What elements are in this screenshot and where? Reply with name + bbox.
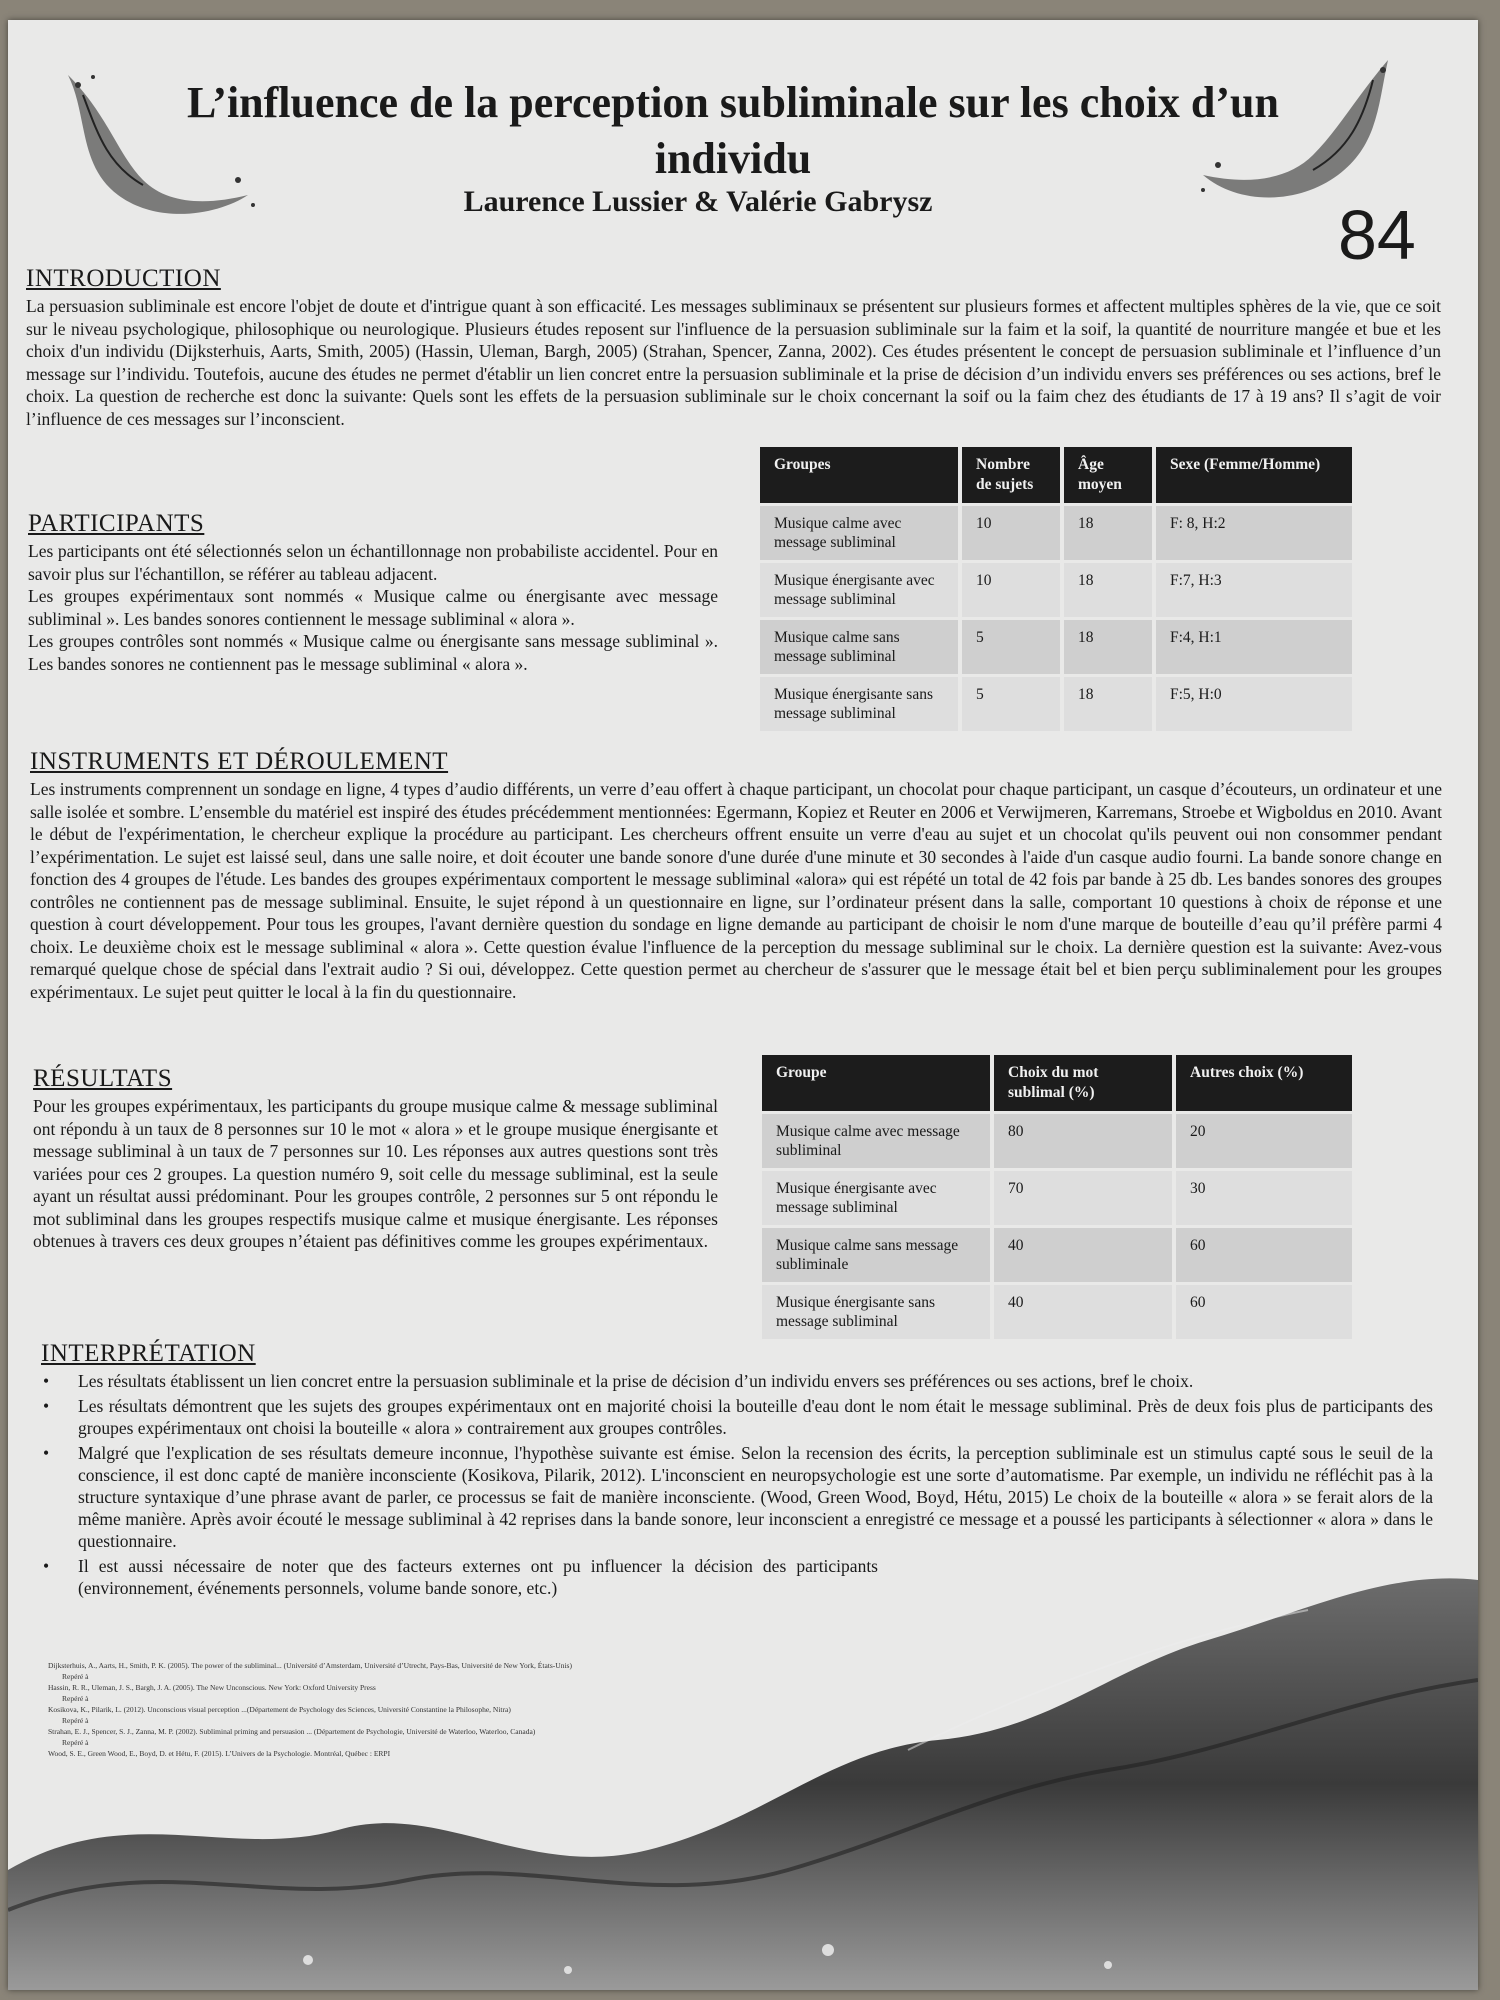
participants-table xyxy=(756,444,1356,734)
table-cell: 80 xyxy=(994,1114,1172,1168)
table-row xyxy=(762,1285,1352,1339)
reference-note: Repéré à xyxy=(62,1716,89,1725)
table-cell: Musique énergisante sans message subliminal xyxy=(762,1285,990,1339)
table-cell: 5 xyxy=(962,620,1060,674)
table-row xyxy=(762,1171,1352,1225)
introduction-heading: INTRODUCTION xyxy=(26,265,221,292)
poster-authors: Laurence Lussier & Valérie Gabrysz xyxy=(463,185,933,218)
poster-title: L’influence de la perception subliminale sur les choix d’un individu xyxy=(186,78,1279,183)
table-cell: F:5, H:0 xyxy=(1156,677,1352,731)
table-cell: 18 xyxy=(1064,677,1152,731)
poster xyxy=(8,20,1478,1990)
instruments-text: Les instruments comprennent un sondage en ligne, 4 types d’audio différents, un verre d’eau offert à chaque participant, un chocolat pour chaque participant, un casque d’écouteurs, un ordinateur et une salle isolée et sombre. L’ensemble du matériel est inspiré des études précédemment mentionnées: Egermann, Kopiez et Reuter en 2006 et Verwijmeren, Karremans, Stroebe et Wigboldus en 2010. Avant le début de l'expérimentation, le chercheur explique la procédure au participant. Les chercheurs offrent ensuite un verre d'eau au sujet et un chocolat qu'ils peuvent oui non consommer pendant l’expérimentation. Le sujet est laissé seul, dans une salle noire, et doit écouter une bande sonore d'une durée d'une minute et 30 secondes à l'aide d'un casque audio fourni. La bande sonore change en fonction des 4 groupes de l'étude. Les bandes des groupes expérimentaux comportent le message subliminal «alora» qui est répété un total de 42 fois par bande à 25 db. Les bandes sonores des groupes contrôles ne contiennent pas de message subliminal. Ensuite, le sujet répond à un questionnaire en ligne, sur l’ordinateur présent dans la salle, comportant 10 questions à choix de réponse et une question à court développement. Pour tous les groupes, l'avant dernière question du sondage en ligne demande au participant de choisir le nom d'une marque de bouteille d’eau qu’il préfère parmi 4 choix. Le deuxième choix est le message subliminal « alora ». Cette question évalue l'influence de la perception du message subliminal sur le choix. La dernière question est la suivante: Avez-vous remarqué quelque chose de spécial dans l'extrait audio ? Si oui, développez. Cette question permet au chercheur de s'assurer que le message était bel et bien perçu subliminalement pour les groupes expérimentaux. Le sujet peut quitter le local à la fin du questionnaire. xyxy=(30,779,1442,1002)
reference-note: Repéré à xyxy=(62,1672,89,1681)
reference-item: Dijksterhuis, A., Aarts, H., Smith, P. K. (2005). The power of the subliminal... (Université d’Amsterdam, Université d’Utrecht, Pays-Bas, Université de New York, États-Unis) xyxy=(48,1661,572,1670)
table-cell: 20 xyxy=(1176,1114,1352,1168)
resultats-heading: RÉSULTATS xyxy=(33,1065,173,1092)
table-cell: F:7, H:3 xyxy=(1156,563,1352,617)
table-cell: 60 xyxy=(1176,1228,1352,1282)
table-cell: 40 xyxy=(994,1285,1172,1339)
poster-number: 84 xyxy=(1338,196,1416,274)
table-header: Nombre de sujets xyxy=(962,447,1060,503)
participants-paragraph: Les participants ont été sélectionnés selon un échantillonnage non probabiliste accidentel. Pour en savoir plus sur l'échantillon, se référer au tableau adjacent. xyxy=(28,541,718,584)
participants-paragraph: Les groupes contrôles sont nommés « Musique calme ou énergisante sans message subliminal ». Les bandes sonores ne contiennent pas le message subliminal « alora ». xyxy=(28,631,718,674)
table-cell: 30 xyxy=(1176,1171,1352,1225)
table-cell: 18 xyxy=(1064,563,1152,617)
reference-note: Repéré à xyxy=(62,1694,89,1703)
table-cell: Musique énergisante avec message subliminal xyxy=(762,1171,990,1225)
water-wave-image xyxy=(8,1550,1478,1990)
list-item: • Les résultats démontrent que les sujets des groupes expérimentaux ont en majorité choisi la bouteille d'eau dont le nom était le message subliminal. Près de deux fois plus de participants des groupes expérimentaux ont choisi la bouteille « alora » contrairement aux groupes contrôles. xyxy=(43,1395,1433,1439)
introduction-text: La persuasion subliminale est encore l'objet de doute et d'intrigue quant à son efficacité. Les messages subliminaux se présentent sur plusieurs formes et affectent multiples sphères de la vie, que ce soit sur le niveau psychologique, philosophique ou neurologique. Plusieurs études reposent sur l'influence de la persuasion subliminale sur la faim et la soif, la quantité de nourriture mangée et bue et les choix d'un individu (Dijksterhuis, Aarts, Smith, 2005) (Hassin, Uleman, Bargh, 2005) (Strahan, Spencer, Zanna, 2002). Ces études présentent le concept de persuasion subliminale et l’influence d’un message sur l’individu. Toutefois, aucune des études ne permet d'établir un lien concret entre la persuasion subliminale et la prise de décision d’un individu envers ses préférences ou ses actions, bref le choix. La question de recherche est donc la suivante: Quels sont les effets de la persuasion subliminale sur le choix concernant la soif ou la faim chez des étudiants de 17 à 19 ans? Il s’agit de voir l’influence de ces messages sur l’inconscient. xyxy=(26,296,1441,429)
table-row xyxy=(760,620,1352,674)
table-cell: F: 8, H:2 xyxy=(1156,506,1352,560)
table-cell: 18 xyxy=(1064,620,1152,674)
table-header: Groupe xyxy=(762,1055,990,1111)
table-cell: 10 xyxy=(962,506,1060,560)
table-row xyxy=(762,1114,1352,1168)
reference-item: Kosikova, K., Pilarik, L. (2012). Unconscious visual perception ...(Département de Psychology des Sciences, Université Constantine la Philosophe, Nitra) xyxy=(48,1705,511,1714)
table-header: Âge moyen xyxy=(1064,447,1152,503)
table-cell: 18 xyxy=(1064,506,1152,560)
table-cell: F:4, H:1 xyxy=(1156,620,1352,674)
participants-heading: PARTICIPANTS xyxy=(28,510,205,537)
list-item: • Les résultats établissent un lien concret entre la persuasion subliminale et la prise de décision d’un individu envers ses préférences ou ses actions, bref le choix. xyxy=(43,1370,1433,1392)
references xyxy=(48,1660,748,1759)
interpretation-heading: INTERPRÉTATION xyxy=(41,1340,256,1367)
instruments-heading: INSTRUMENTS ET DÉROULEMENT xyxy=(30,748,449,775)
participants-text xyxy=(28,540,718,675)
table-header: Choix du mot sublimal (%) xyxy=(994,1055,1172,1111)
table-header: Autres choix (%) xyxy=(1176,1055,1352,1111)
table-cell: Musique calme sans message subliminal xyxy=(760,620,958,674)
table-header: Sexe (Femme/Homme) xyxy=(1156,447,1352,503)
list-item: • Malgré que l'explication de ses résultats demeure inconnue, l'hypothèse suivante est émise. Selon la recension des écrits, la perception subliminale est un stimulus capté sous le seuil de la conscience, il est donc capté de manière inconsciente (Kosikova, Pilarik, 2012). L'inconscient en neuropsychologie est une sorte d’automatisme. Par exemple, un individu ne réfléchit pas à la structure syntaxique d’une phrase avant de parler, ce processus se fait de manière inconsciente. (Wood, Green Wood, Boyd, Hétu, 2015) Le choix de la bouteille « alora » se ferait alors de la même manière. Après avoir écouté le message subliminal à 42 reprises dans la bande sonore, leur inconscient a enregistré ce message et a poussé les participants à sélectionner « alora » dans le questionnaire. xyxy=(43,1442,1433,1552)
reference-item: Wood, S. E., Green Wood, E., Boyd, D. et Hétu, F. (2015). L’Univers de la Psychologie. Montréal, Québec : ERPI xyxy=(48,1749,391,1758)
participants-paragraph: Les groupes expérimentaux sont nommés « Musique calme ou énergisante avec message subliminal ». Les bandes sonores contiennent le message subliminal « alora ». xyxy=(28,586,718,629)
table-cell: 5 xyxy=(962,677,1060,731)
table-cell: Musique calme sans message subliminale xyxy=(762,1228,990,1282)
reference-item: Hassin, R. R., Uleman, J. S., Bargh, J. A. (2005). The New Unconscious. New York: Oxford University Press xyxy=(48,1683,376,1692)
table-cell: 10 xyxy=(962,563,1060,617)
table-cell: Musique calme avec message subliminal xyxy=(762,1114,990,1168)
table-row xyxy=(762,1228,1352,1282)
reference-note: Repéré à xyxy=(62,1738,89,1747)
table-header: Groupes xyxy=(760,447,958,503)
resultats-text: Pour les groupes expérimentaux, les participants du groupe musique calme & message subliminal ont répondu à un taux de 8 personnes sur 10 le mot « alora » et le groupe musique énergisante et message subliminal à un taux de 7 personnes sur 10. Les réponses aux autres questions sont très variées pour ces 2 groupes. La question numéro 9, soit celle du message subliminal, est la seule ayant un résultat aussi prédominant. Pour les groupes contrôle, 2 personnes sur 5 ont répondu le mot subliminal dans les groupes respectifs musique calme et musique énergisante. Les réponses obtenues à travers ces deux groupes n’étaient pas définitives comme les groupes expérimentaux. xyxy=(33,1096,718,1251)
table-row xyxy=(760,506,1352,560)
table-cell: 70 xyxy=(994,1171,1172,1225)
table-cell: Musique calme avec message subliminal xyxy=(760,506,958,560)
reference-item: Strahan, E. J., Spencer, S. J., Zanna, M. P. (2002). Subliminal priming and persuasion ... (Département de Psychologie, Université de Waterloo, Waterloo, Canada) xyxy=(48,1727,536,1736)
table-cell: 40 xyxy=(994,1228,1172,1282)
list-item: • Il est aussi nécessaire de noter que des facteurs externes ont pu influencer la décision des participants (environnement, événements personnels, volume bande sonore, etc.) xyxy=(43,1555,878,1599)
table-cell: Musique énergisante sans message subliminal xyxy=(760,677,958,731)
table-cell: Musique énergisante avec message subliminal xyxy=(760,563,958,617)
table-row xyxy=(760,563,1352,617)
resultats-table xyxy=(758,1052,1356,1342)
table-row xyxy=(760,677,1352,731)
table-cell: 60 xyxy=(1176,1285,1352,1339)
